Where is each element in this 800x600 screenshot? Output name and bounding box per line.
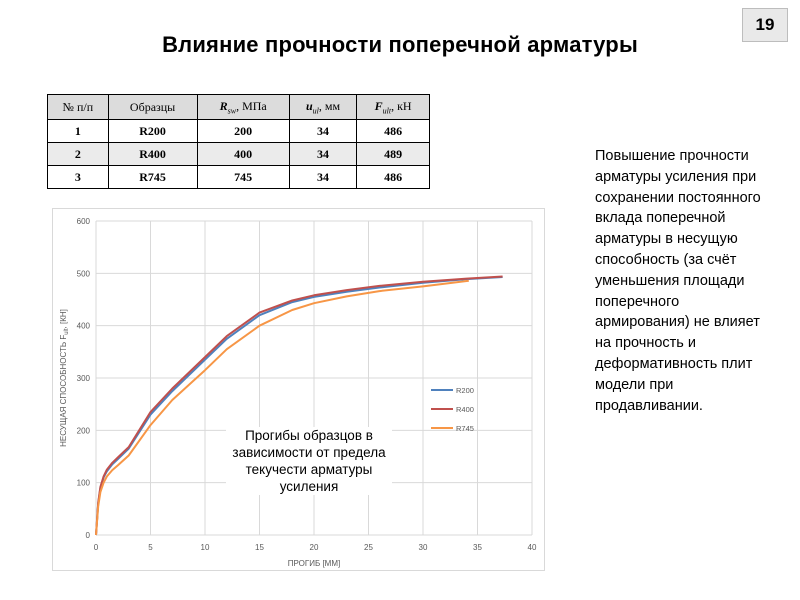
table-row: [48, 120, 430, 143]
table-cell: 486: [357, 120, 430, 143]
table-row: [48, 143, 430, 166]
chart-note: Прогибы образцов в зависимости от предела текучести арматуры усиления: [226, 427, 392, 495]
x-tick-label: 15: [255, 543, 264, 552]
table-cell: 489: [357, 143, 430, 166]
x-tick-label: 10: [200, 543, 210, 552]
x-tick-label: 0: [93, 543, 99, 552]
header-fult: $F_{иlt}$, кН: [357, 95, 430, 120]
legend-label-r400: R400: [456, 405, 474, 414]
table-cell: 486: [357, 166, 430, 189]
y-tick-label: 300: [76, 374, 90, 383]
header-number: № п/п: [48, 95, 109, 120]
legend-label-r745: R745: [456, 424, 474, 433]
x-tick-label: 5: [148, 543, 153, 552]
x-axis-title: ПРОГИБ [ММ]: [287, 559, 341, 568]
specimen-table: [47, 94, 430, 189]
y-tick-label: 400: [76, 321, 90, 331]
header-uult: $u_{иl}$, мм: [289, 95, 356, 120]
x-tick-label: 30: [418, 543, 428, 552]
header-specimens: Образцы: [108, 95, 197, 120]
table-cell: 3: [48, 166, 109, 189]
slide-title: Влияние прочности поперечной арматуры: [162, 32, 638, 57]
table-cell: 34: [289, 120, 356, 143]
x-tick-label: 40: [527, 543, 537, 552]
table-cell: R745: [108, 166, 197, 189]
page-number-badge: 19: [742, 8, 788, 42]
table-cell: 200: [197, 120, 289, 143]
table-cell: 34: [289, 166, 356, 189]
series-line-r745: [96, 281, 469, 535]
table-cell: R200: [108, 120, 197, 143]
table-cell: 34: [289, 143, 356, 166]
table-header-row: [48, 95, 430, 120]
x-tick-label: 20: [309, 543, 319, 552]
y-tick-label: 200: [76, 426, 90, 436]
header-rsw: $R_{sw}$, МПа: [197, 95, 289, 120]
conclusion-text: Повышение прочности арматуры усиления при сохранении постоянного вклада поперечной арматуры в несущую способность (за счёт уменьшения площади поперечного армирования) не влияет на прочность и деформативность плит модели при продавливании.: [595, 148, 761, 414]
chart-frame: [52, 208, 545, 571]
table-cell: 400: [197, 143, 289, 166]
y-tick-label: 100: [76, 478, 90, 488]
table-row: [48, 166, 430, 189]
load-deflection-chart: [53, 209, 544, 570]
legend-label-r200: R200: [456, 386, 474, 395]
y-tick-label: 0: [85, 531, 90, 540]
table-cell: R400: [108, 143, 197, 166]
table-cell: 1: [48, 120, 109, 143]
table-cell: 745: [197, 166, 289, 189]
y-axis-title: НЕСУЩАЯ СПОСОБНОСТЬ $F_{ult}$, [КН]: [59, 309, 70, 447]
series-line-r400: [96, 277, 503, 536]
x-tick-label: 25: [364, 543, 373, 552]
x-tick-label: 35: [473, 543, 482, 552]
y-tick-label: 500: [76, 269, 90, 279]
table-cell: 2: [48, 143, 109, 166]
y-tick-label: 600: [76, 217, 90, 226]
